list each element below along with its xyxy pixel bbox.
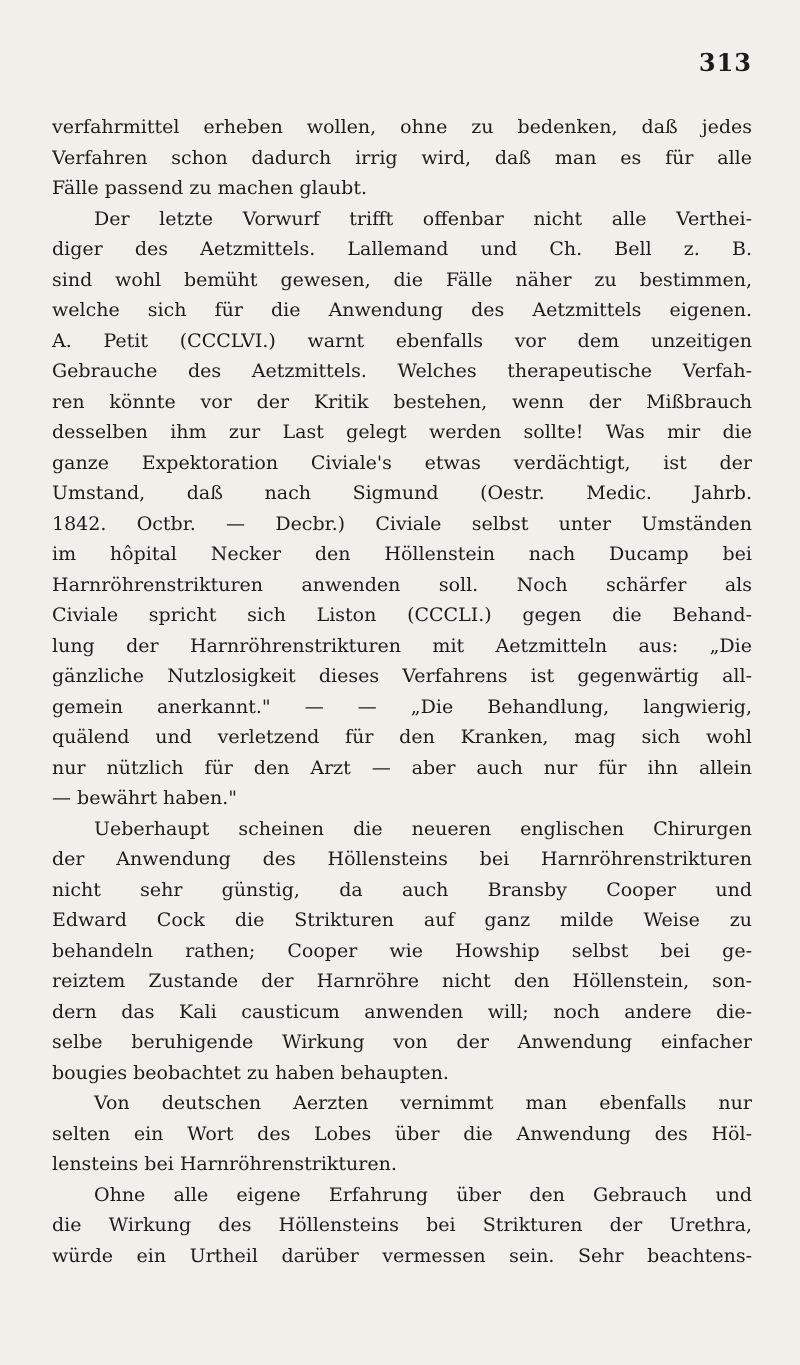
text-line: die Wirkung des Höllensteins bei Strikturen der Urethra,	[52, 1214, 752, 1236]
text-line: Der letzte Vorwurf trifft offenbar nicht alle Verthei-	[94, 207, 752, 230]
text-line: lensteins bei Harnröhrenstrikturen.	[52, 1153, 397, 1175]
text-line: im hôpital Necker den Höllenstein nach Ducamp bei	[52, 543, 752, 565]
text-line: selbe beruhigende Wirkung von der Anwendung einfacher	[52, 1031, 752, 1053]
text-line: nicht sehr günstig, da auch Bransby Cooper und	[52, 878, 752, 901]
body-text	[52, 112, 752, 1271]
text-line: reiztem Zustande der Harnröhre nicht den Höllenstein, son-	[52, 970, 752, 992]
text-line: bougies beobachtet zu haben behaupten.	[52, 1061, 449, 1084]
text-line: quälend und verletzend für den Kranken, mag sich wohl	[52, 726, 752, 748]
text-line: Ueberhaupt scheinen die neueren englischen Chirurgen	[94, 817, 752, 840]
text-line: behandeln rathen; Cooper wie Howship selbst bei ge-	[52, 939, 752, 962]
text-line: — bewährt haben."	[52, 787, 238, 809]
text-line: diger des Aetzmittels. Lallemand und Ch. Bell z. B.	[52, 238, 752, 260]
text-line: Von deutschen Aerzten vernimmt man ebenfalls nur	[94, 1092, 752, 1114]
text-line: selten ein Wort des Lobes über die Anwendung des Höl-	[52, 1122, 752, 1145]
text-line: Fälle passend zu machen glaubt.	[52, 177, 368, 199]
text-line: A. Petit (CCCLVI.) warnt ebenfalls vor dem unzeitigen	[52, 329, 752, 352]
text-line: Civiale spricht sich Liston (CCCLI.) gegen die Behand-	[52, 604, 752, 626]
text-line: Ohne alle eigene Erfahrung über den Gebrauch und	[94, 1183, 752, 1206]
text-line: desselben ihm zur Last gelegt werden sollte! Was mir die	[52, 421, 752, 443]
text-line: verfahrmittel erheben wollen, ohne zu bedenken, daß jedes	[52, 116, 752, 138]
text-line: Edward Cock die Strikturen auf ganz milde Weise zu	[52, 909, 752, 931]
text-line: dern das Kali causticum anwenden will; noch andere die-	[52, 1000, 752, 1023]
text-line: ren könnte vor der Kritik bestehen, wenn der Mißbrauch	[52, 390, 752, 413]
text-line: Verfahren schon dadurch irrig wird, daß man es für alle	[52, 146, 752, 169]
page-number: 313	[698, 48, 752, 77]
text-line: welche sich für die Anwendung des Aetzmittels eigenen.	[52, 299, 752, 321]
text-line: gemein anerkannt." — — „Die Behandlung, langwierig,	[52, 695, 752, 718]
text-line: würde ein Urtheil darüber vermessen sein. Sehr beachtens-	[52, 1244, 752, 1267]
text-line: lung der Harnröhrenstrikturen mit Aetzmitteln aus: „Die	[52, 634, 752, 657]
text-line: Harnröhrenstrikturen anwenden soll. Noch schärfer als	[52, 573, 752, 596]
text-line: nur nützlich für den Arzt — aber auch nur für ihn allein	[52, 756, 752, 779]
text-line: Gebrauche des Aetzmittels. Welches therapeutische Verfah-	[52, 360, 752, 382]
text-line: gänzliche Nutzlosigkeit dieses Verfahrens ist gegenwärtig all-	[52, 665, 752, 687]
text-line: ganze Expektoration Civiale's etwas verdächtigt, ist der	[52, 451, 752, 474]
text-line: sind wohl bemüht gewesen, die Fälle näher zu bestimmen,	[52, 268, 752, 291]
text-line: der Anwendung des Höllensteins bei Harnröhrenstrikturen	[52, 848, 752, 870]
text-line: Umstand, daß nach Sigmund (Oestr. Medic. Jahrb.	[52, 482, 752, 504]
text-line: 1842. Octbr. — Decbr.) Civiale selbst unter Umständen	[52, 512, 752, 535]
